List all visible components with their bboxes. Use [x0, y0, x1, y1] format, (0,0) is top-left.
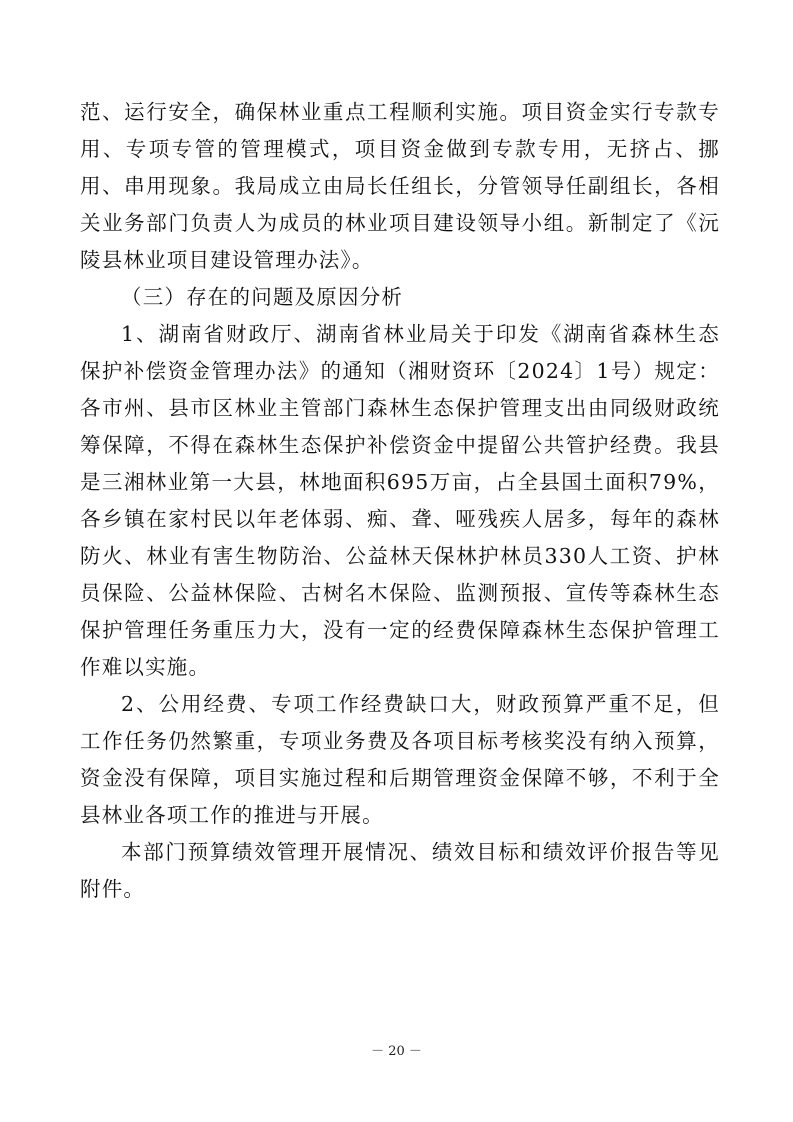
document-body — [80, 94, 720, 908]
paragraph-issue-2: 2、公用经费、专项工作经费缺口大，财政预算严重不足，但工作任务仍然繁重，专项业务费及各项目标考核奖没有纳入预算，资金没有保障，项目实施过程和后期管理资金保障不够，不利于全县林业各项工作的推进与开展。 — [80, 692, 720, 827]
paragraph-continuation: 范、运行安全，确保林业重点工程顺利实施。项目资金实行专款专用、专项专管的管理模式，项目资金做到专款专用，无挤占、挪用、串用现象。我局成立由局长任组长，分管领导任副组长，各相关业务部门负责人为成员的林业项目建设领导小组。新制定了《沅陵县林业项目建设管理办法》。 — [80, 100, 720, 272]
paragraph-attachment-note: 本部门预算绩效管理开展情况、绩效目标和绩效评价报告等见附件。 — [80, 840, 720, 901]
page-number: － 20 － — [371, 1044, 422, 1059]
paragraph-issue-1: 1、湖南省财政厅、湖南省林业局关于印发《湖南省森林生态保护补偿资金管理办法》的通知（湘财资环〔2024〕1号）规定：各市州、县市区林业主管部门森林生态保护管理支出由同级财政统筹保障，不得在森林生态保护补偿资金中提留公共管护经费。我县是三湘林业第一大县，林地面积695万亩，占全县国土面积79%，各乡镇在家村民以年老体弱、痴、聋、哑残疾人居多，每年的森林防火、林业有害生物防治、公益林天保林护林员330人工资、护林员保险、公益林保险、古树名木保险、监测预报、宣传等森林生态保护管理任务重压力大，没有一定的经费保障森林生态保护管理工作难以实施。 — [80, 322, 720, 679]
section-heading: （三）存在的问题及原因分析 — [121, 285, 404, 309]
